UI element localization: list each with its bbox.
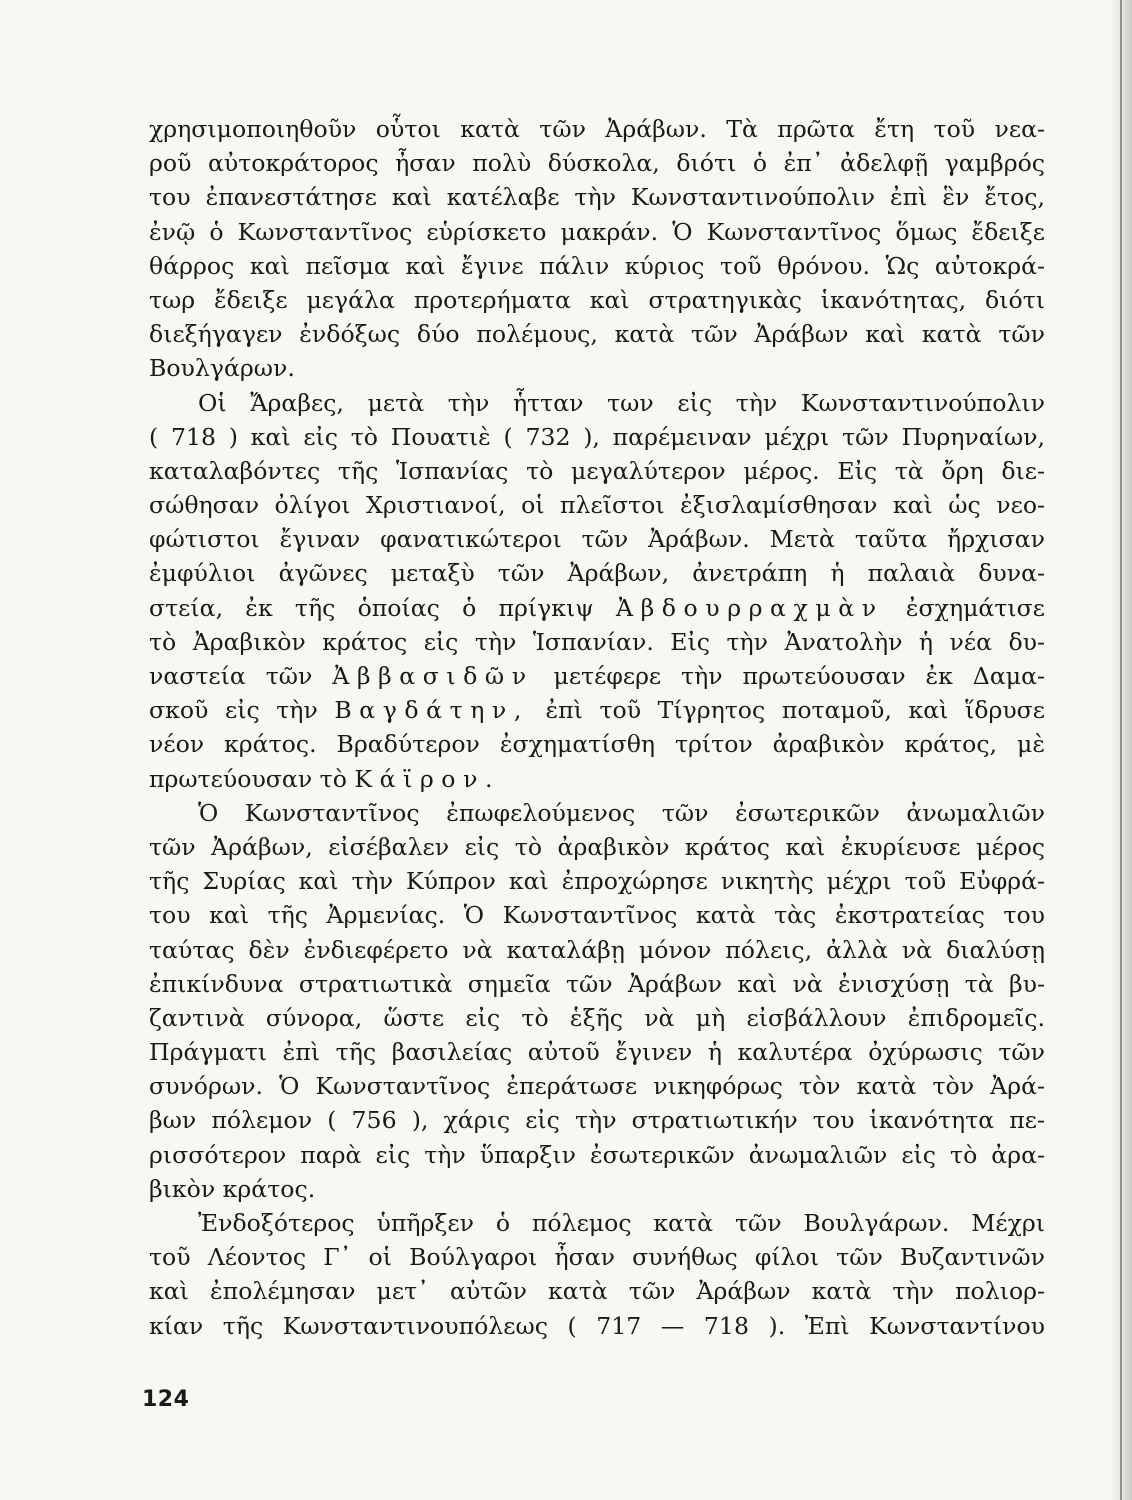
paragraph-4 <box>149 1206 1045 1343</box>
page-number: 124 <box>142 1387 190 1412</box>
paragraph-1 <box>149 112 1045 386</box>
text-line: ρισσότερον παρὰ εἰς τὴν ὕπαρξιν ἐσωτερικῶν ἀνωμαλιῶν εἰς τὸ ἀρα- <box>149 1140 1045 1169</box>
text-line: τὸ Ἀραβικὸν κράτος εἰς τὴν Ἱσπανίαν. Εἰς τὴν Ἀνατολὴν ἡ νέα δυ- <box>149 627 1045 656</box>
paragraph-2 <box>149 386 1045 796</box>
text-line: διεξήγαγεν ἐνδόξως δύο πολέμους, κατὰ τῶν Ἀράβων καὶ κατὰ τῶν <box>149 320 1045 349</box>
text-line: θάρρος καὶ πεῖσμα καὶ ἔγινε πάλιν κύριος τοῦ θρόνου. Ὡς αὐτοκρά- <box>149 251 1045 280</box>
text-line: ταύτας δὲν ἐνδιεφέρετο νὰ καταλάβῃ μόνον πόλεις, ἀλλὰ νὰ διαλύσῃ <box>149 935 1045 964</box>
spaced-name: Ἀβδουρραχμὰν <box>616 593 884 622</box>
text-line: Οἱ Ἄραβες, μετὰ τὴν ἧτταν των εἰς τὴν Κωνσταντινούπολιν <box>198 388 1045 417</box>
line-segment: ἐπὶ τοῦ Τίγρητος ποταμοῦ, καὶ ἵδρυσε <box>528 696 1045 725</box>
line-segment: σκοῦ εἰς τὴν <box>149 696 335 725</box>
text-line: βικὸν κράτος. <box>149 1174 316 1203</box>
text-line: βων πόλεμον ( 756 ), χάρις εἰς τὴν στρατιωτικήν του ἱκανότητα πε- <box>149 1106 1045 1135</box>
text-line: του ἐπανεστάτησε καὶ κατέλαβε τὴν Κωνσταντινούπολιν ἐπὶ ἓν ἔτος, <box>149 183 1045 212</box>
text-line: κίαν τῆς Κωνσταντινουπόλεως ( 717 — 718 ). Ἐπὶ Κωνσταντίνου <box>149 1311 1045 1340</box>
text-line: Ἐνδοξότερος ὑπῆρξεν ὁ πόλεμος κατὰ τῶν Βουλγάρων. Μέχρι <box>198 1209 1045 1237</box>
text-line: του καὶ τῆς Ἀρμενίας. Ὁ Κωνσταντῖνος κατὰ τὰς ἐκστρατείας του <box>149 901 1045 930</box>
text-line <box>149 659 1045 693</box>
text-line: χρησιμοποιηθοῦν οὗτοι κατὰ τῶν Ἀράβων. Τὰ πρῶτα ἔτη τοῦ νεα- <box>149 115 1045 143</box>
text-line: τῆς Συρίας καὶ τὴν Κύπρον καὶ ἐπροχώρησε νικητὴς μέχρι τοῦ Εὐφρά- <box>149 867 1045 896</box>
text-line: Βουλγάρων. <box>149 354 295 383</box>
spaced-name: Κάϊρον. <box>354 764 501 793</box>
text-line: ἐμφύλιοι ἀγῶνες μεταξὺ τῶν Ἀράβων, ἀνετράπη ἡ παλαιὰ δυνα- <box>149 559 1045 588</box>
body-text <box>149 112 1045 1343</box>
spaced-name: Ἀββασιδῶν <box>332 662 534 690</box>
text-line: τῶν Ἀράβων, εἰσέβαλεν εἰς τὸ ἀραβικὸν κράτος καὶ ἐκυρίευσε μέρος <box>149 832 1045 861</box>
line-segment: ἐσχημάτισε <box>883 593 1045 622</box>
text-line: ( 718 ) καὶ εἰς τὸ Πουατιὲ ( 732 ), παρέμειναν μέχρι τῶν Πυρηναίων, <box>149 422 1045 451</box>
text-line: Ὁ Κωνσταντῖνος ἐπωφελούμενος τῶν ἐσωτερικῶν ἀνωμαλιῶν <box>198 798 1045 827</box>
text-line: καὶ ἐπολέμησαν μετ᾽ αὐτῶν κατὰ τῶν Ἀράβων κατὰ τὴν πολιορ- <box>149 1277 1045 1306</box>
line-segment: στεία, ἐκ τῆς ὁποίας ὁ πρίγκιψ <box>149 593 617 622</box>
spaced-name: Βαγδάτην, <box>334 696 529 725</box>
text-line: ἐπικίνδυνα στρατιωτικὰ σημεῖα τῶν Ἀράβων καὶ νὰ ἐνισχύσῃ τὰ βυ- <box>149 969 1045 998</box>
text-line <box>149 591 1045 625</box>
text-line: ροῦ αὐτοκράτορος ἦσαν πολὺ δύσκολα, διότι ὁ ἐπ᾽ ἀδελφῇ γαμβρός <box>149 149 1045 178</box>
text-line <box>149 693 1045 727</box>
text-line: τοῦ Λέοντος Γ᾽ οἱ Βούλγαροι ἦσαν συνήθως φίλοι τῶν Βυζαντινῶν <box>149 1243 1045 1272</box>
text-line: ἐνῷ ὁ Κωνσταντῖνος εὑρίσκετο μακράν. Ὁ Κωνσταντῖνος ὅμως ἔδειξε <box>149 217 1045 246</box>
text-line: τωρ ἔδειξε μεγάλα προτερήματα καὶ στρατηγικὰς ἱκανότητας, διότι <box>149 285 1045 314</box>
text-line: φώτιστοι ἔγιναν φανατικώτεροι τῶν Ἀράβων. Μετὰ ταῦτα ἤρχισαν <box>149 525 1045 554</box>
text-line: νέον κράτος. Βραδύτερον ἐσχηματίσθη τρίτον ἀραβικὸν κράτος, μὲ <box>149 730 1045 759</box>
page-edge-line <box>1120 0 1122 1500</box>
line-segment: ναστεία τῶν <box>149 662 333 690</box>
text-line <box>149 762 1045 796</box>
text-line: συνόρων. Ὁ Κωνσταντῖνος ἐπεράτωσε νικηφόρως τὸν κατὰ τὸν Ἀρά- <box>149 1072 1045 1101</box>
text-line: καταλαβόντες τῆς Ἱσπανίας τὸ μεγαλύτερον μέρος. Εἰς τὰ ὄρη διε- <box>149 456 1045 485</box>
text-line: Πράγματι ἐπὶ τῆς βασιλείας αὐτοῦ ἔγινεν ἡ καλυτέρα ὀχύρωσις τῶν <box>149 1038 1045 1067</box>
text-line: ζαντινὰ σύνορα, ὥστε εἰς τὸ ἑξῆς νὰ μὴ εἰσβάλλουν ἐπιδρομεῖς. <box>149 1003 1045 1032</box>
paragraph-3 <box>149 796 1045 1206</box>
line-segment: μετέφερε τὴν πρωτεύουσαν ἐκ Δαμα- <box>533 662 1045 690</box>
text-line: σώθησαν ὀλίγοι Χριστιανοί, οἱ πλεῖστοι ἐξισλαμίσθησαν καὶ ὡς νεο- <box>149 491 1045 520</box>
line-segment: πρωτεύουσαν τὸ <box>149 764 355 793</box>
